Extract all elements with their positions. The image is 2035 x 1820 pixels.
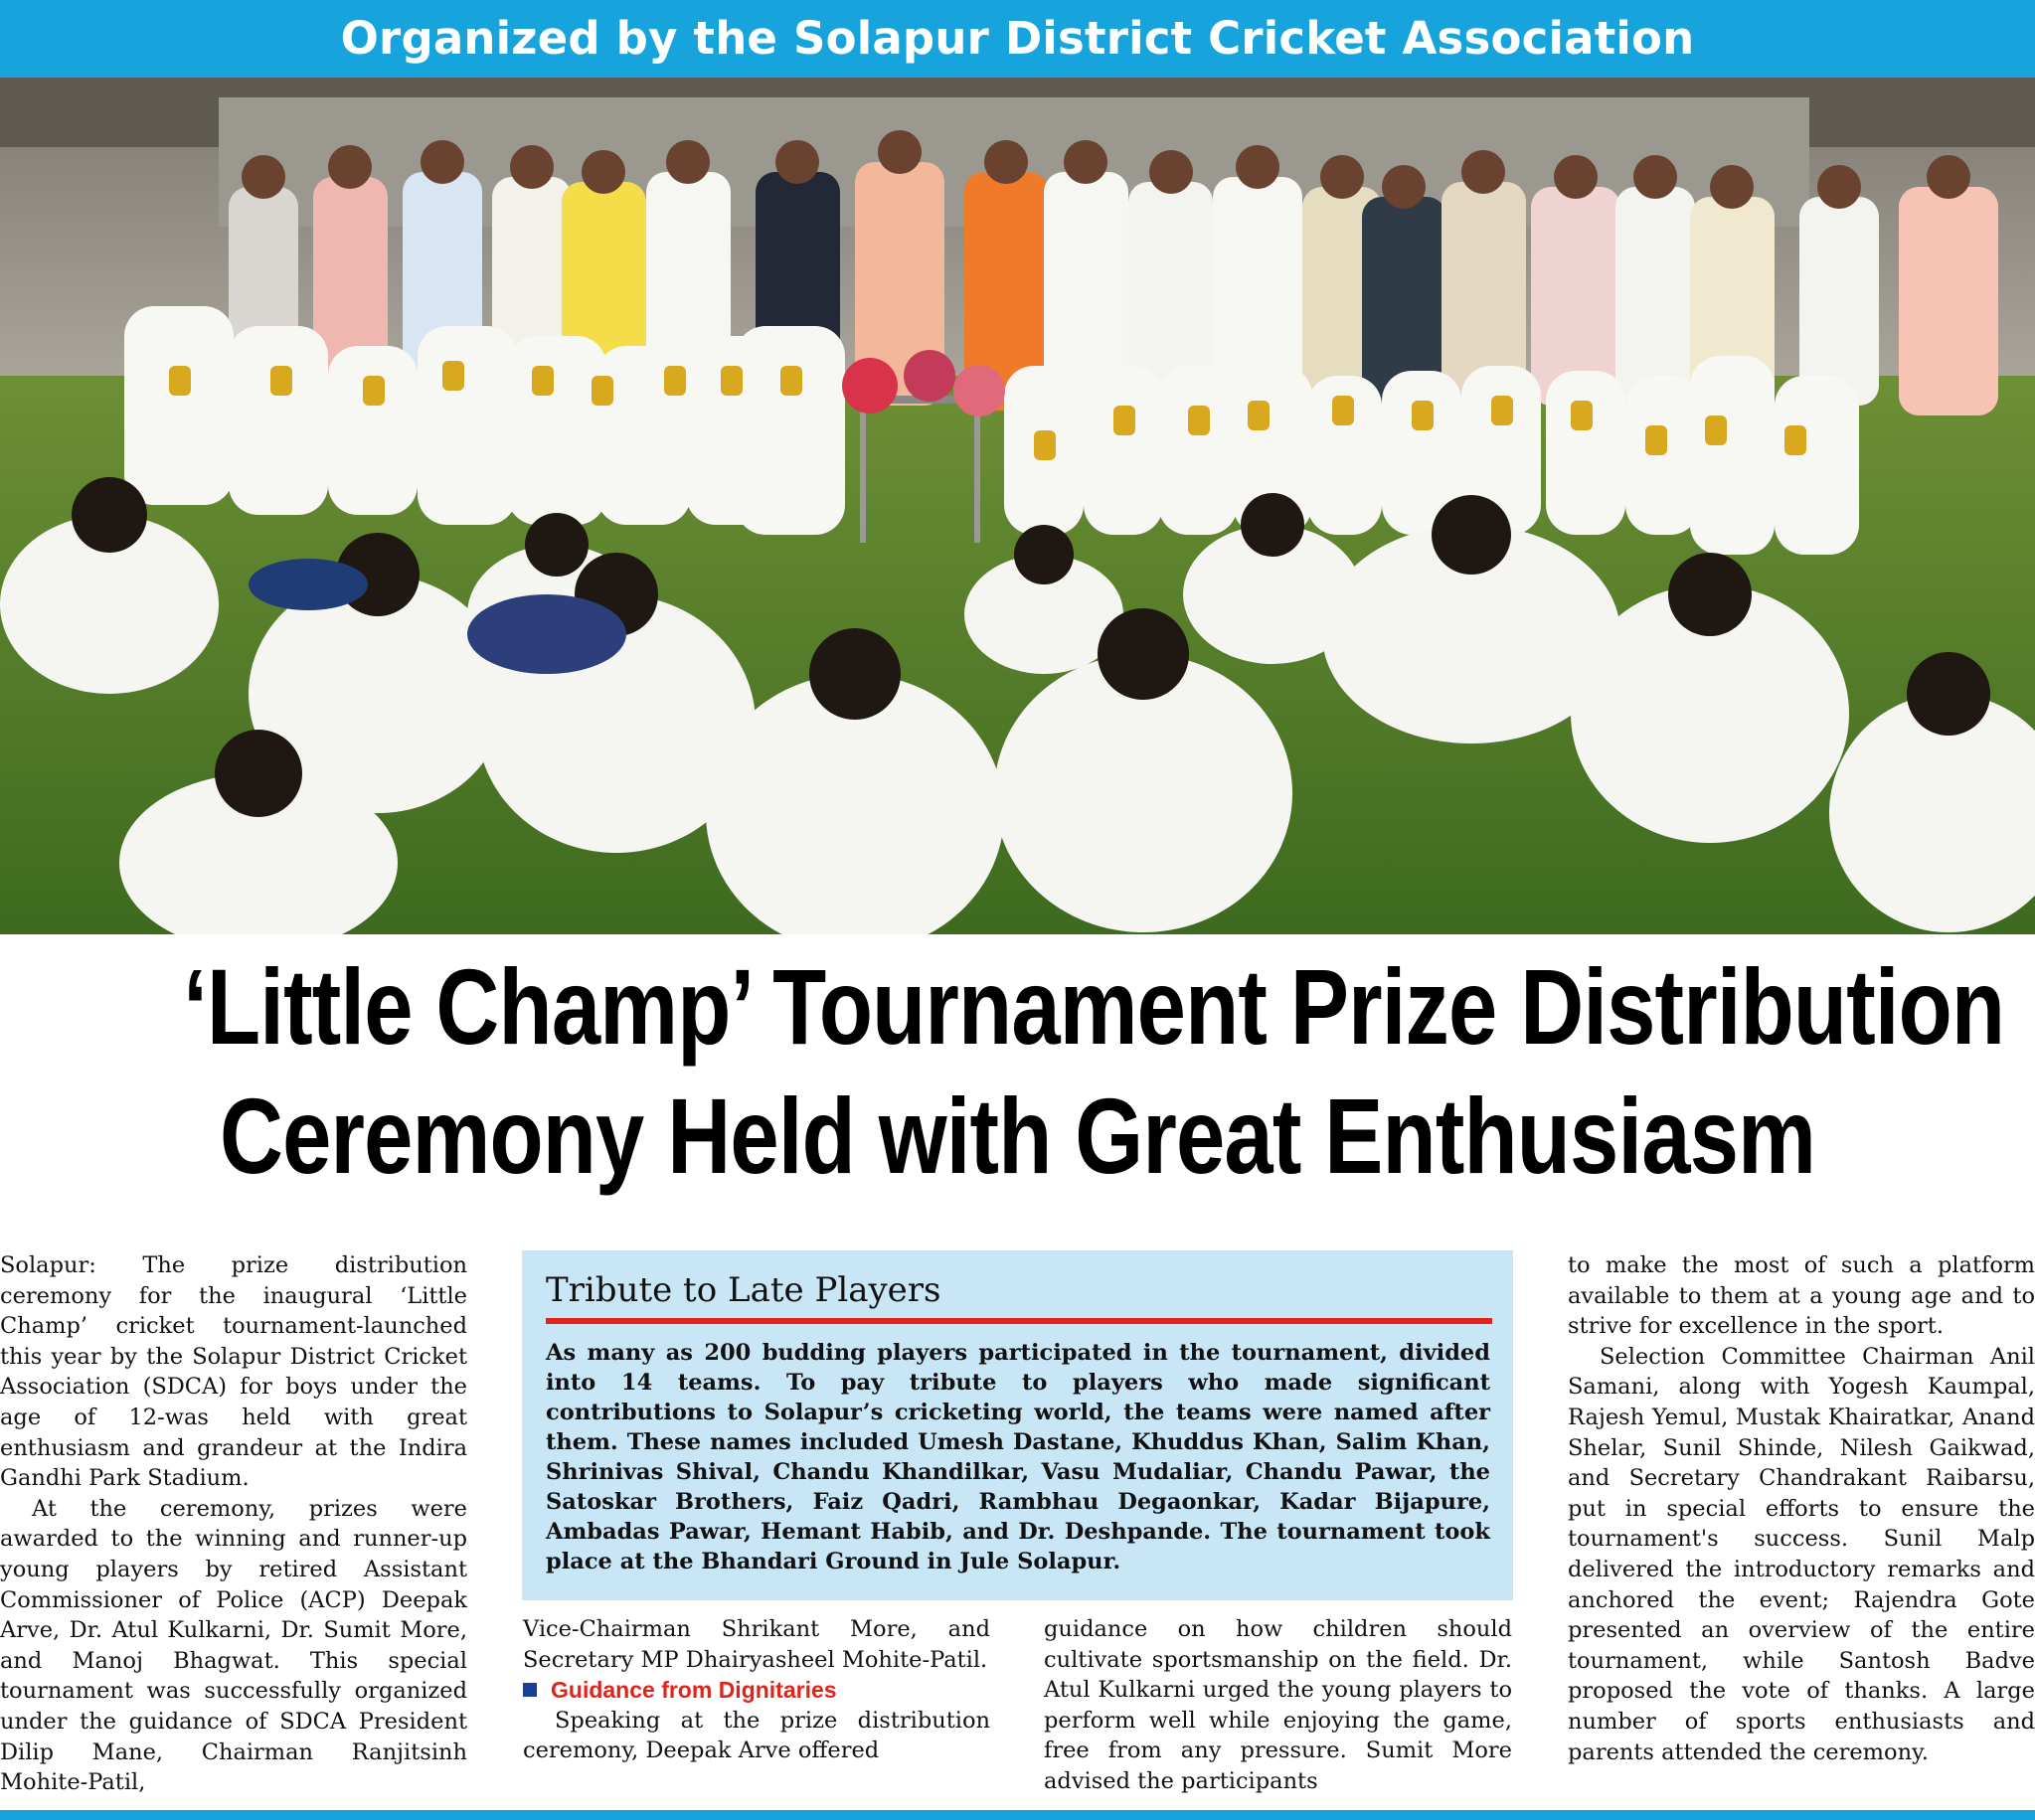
group-photo-icon	[0, 78, 2035, 934]
paragraph: Selection Committee Chairman Anil Samani, along with Yogesh Kaumpal, Rajesh Yemul, Mustak Khairatkar, Anand Shelar, Sunil Shinde, Nilesh Gaikwad, and Secretary Chandrakant Raibarsu, put in special efforts to ensure the tournament's success. Sunil Malp delivered the introductory remarks and anchored the event; Rajendra Gote presented an overview of the entire tournament, while Santosh Badve proposed the vote of thanks. A large number of sports enthusiasts and parents attended the ceremony.	[1568, 1343, 2035, 1765]
paragraph: Speaking at the prize distribution ceremony, Deepak Arve offered	[523, 1707, 990, 1764]
tribute-divider	[546, 1318, 1492, 1324]
paragraph: At the ceremony, prizes were awarded to the winning and runner-up young players by retired Assistant Commissioner of Police (ACP) Deepak Arve, Dr. Atul Kulkarni, Dr. Sumit More, and Manoj Bhagwat. This special tournament was successfully organized under the guidance of SDCA President Dilip Mane, Chairman Ranjitsinh Mohite-Patil,	[0, 1495, 467, 1796]
paragraph: Vice-Chairman Shrikant More, and Secretary MP Dhairyasheel Mohite-Patil.	[523, 1616, 990, 1673]
article-column-4	[1568, 1250, 2035, 1767]
paragraph: guidance on how children should cultivate sportsmanship on the field. Dr. Atul Kulkarni urged the young players to perform well while enjoying the game, free from any pressure. Sumit More advised the participants	[1044, 1616, 1512, 1794]
tribute-title: Tribute to Late Players	[546, 1270, 941, 1310]
bullet-square-icon	[523, 1683, 537, 1697]
paragraph: to make the most of such a platform available to them at a young age and to strive for excellence in the sport.	[1568, 1252, 2035, 1340]
article-column-2	[523, 1614, 990, 1766]
headline	[0, 942, 2035, 1231]
article-column-1	[0, 1250, 467, 1798]
header-banner: Organized by the Solapur District Cricket Association	[0, 0, 2035, 78]
headline-line-1: ‘Little Champ’ Tournament Prize Distribution	[183, 946, 2005, 1067]
subheading-text: Guidance from Dignitaries	[551, 1677, 837, 1704]
article-column-3	[1044, 1614, 1512, 1797]
paragraph: Solapur: The prize distribution ceremony for the inaugural ‘Little Champ’ cricket tournament-launched this year by the Solapur District Cricket Association (SDCA) for boys under the age of 12-was held with great enthusiasm and grandeur at the Indira Gandhi Park Stadium.	[0, 1252, 467, 1492]
group-photo	[0, 78, 2035, 934]
tribute-box	[522, 1250, 1513, 1600]
subheading	[523, 1675, 990, 1706]
headline-line-2: Ceremony Held with Great Enthusiasm	[219, 1075, 1816, 1196]
bottom-divider	[0, 1810, 2035, 1820]
tribute-body: As many as 200 budding players participated in the tournament, divided into 14 teams. To pay tribute to players who made significant contributions to Solapur’s cricketing world, the teams were named after them. These names included Umesh Dastane, Khuddus Khan, Salim Khan, Shrinivas Shival, Chandu Khandilkar, Vasu Mudaliar, Chandu Pawar, the Satoskar Brothers, Faiz Qadri, Rambhau Degaonkar, Kadar Bijapure, Ambadas Pawar, Hemant Habib, and Dr. Deshpande. The tournament took place at the Bhandari Ground in Jule Solapur.	[546, 1340, 1490, 1574]
